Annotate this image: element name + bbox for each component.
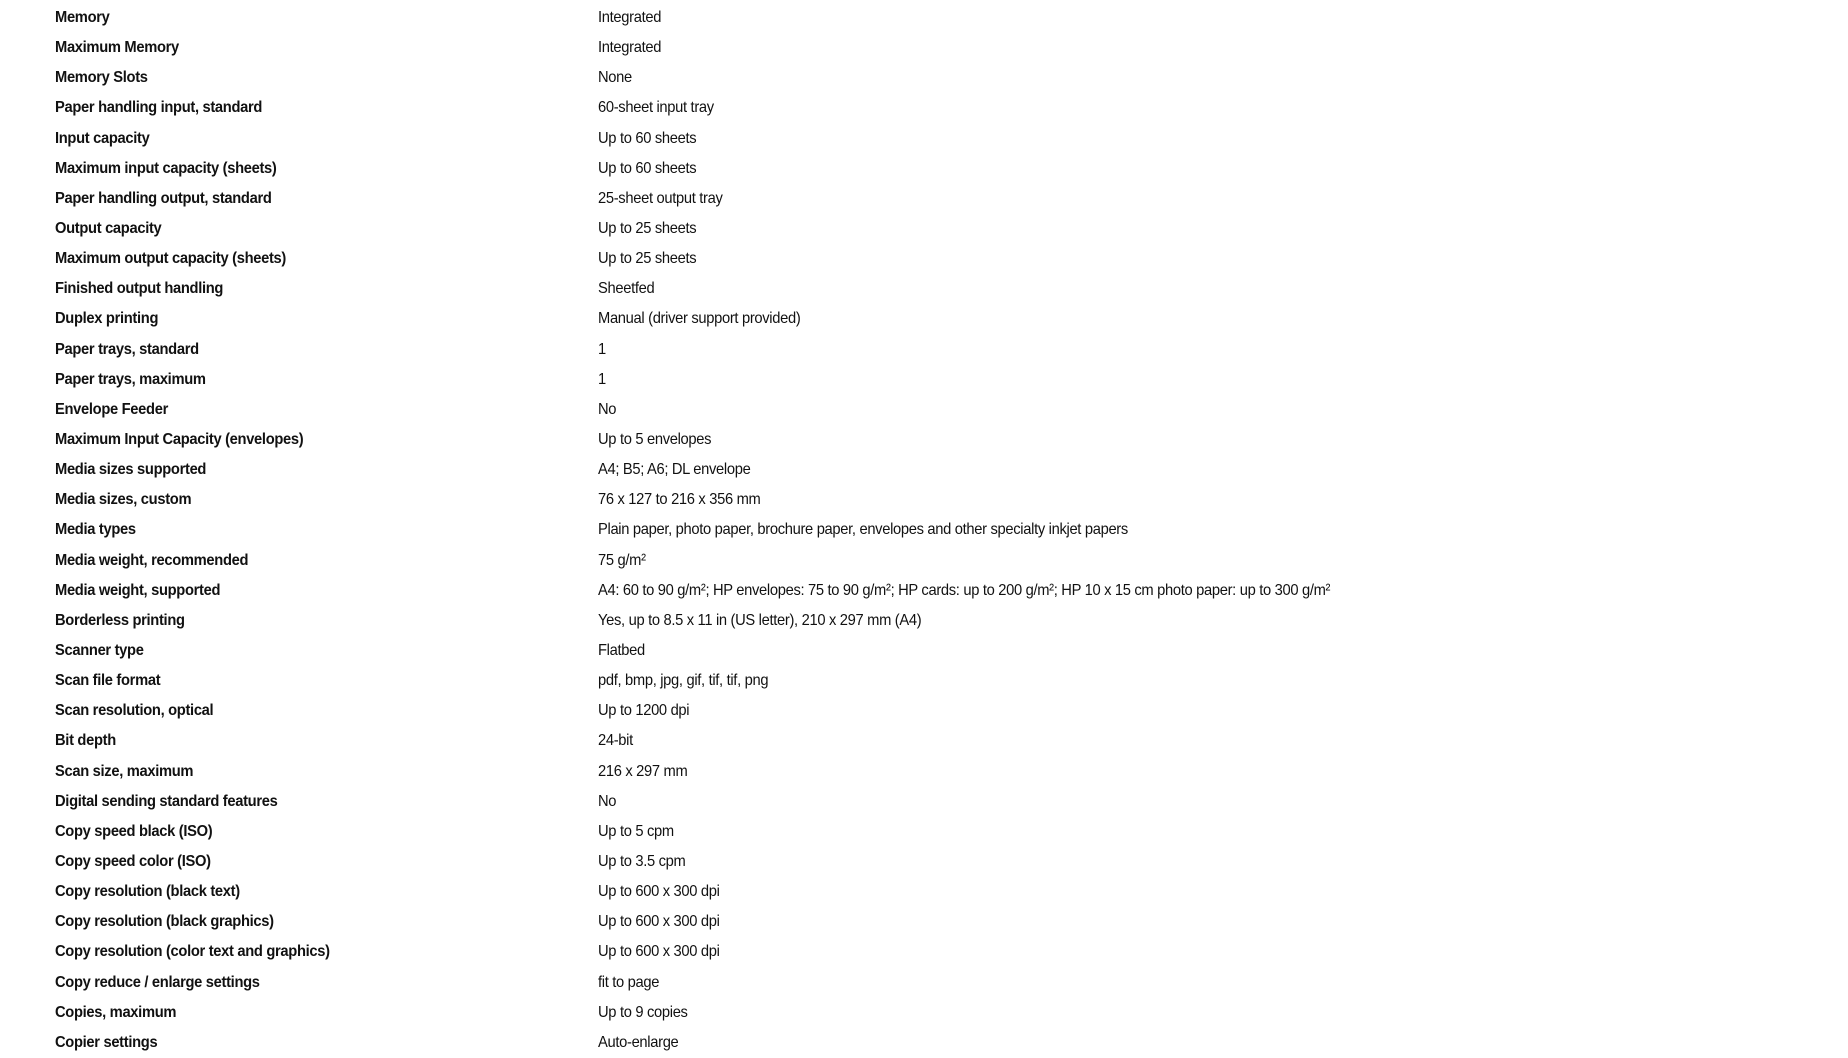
spec-label: Copy resolution (black text)	[55, 883, 240, 901]
spec-row	[55, 3, 1815, 33]
spec-row	[55, 365, 1815, 395]
spec-row	[55, 214, 1815, 244]
spec-row	[55, 274, 1815, 304]
spec-value: Up to 1200 dpi	[598, 702, 690, 720]
spec-label: Paper trays, maximum	[55, 370, 206, 388]
spec-row	[55, 63, 1815, 93]
spec-label: Paper handling input, standard	[55, 99, 263, 117]
spec-label: Copy reduce / enlarge settings	[55, 973, 260, 991]
spec-value: Sheetfed	[598, 280, 655, 298]
spec-label: Maximum output capacity (sheets)	[55, 250, 286, 268]
spec-row	[55, 787, 1815, 817]
spec-value: fit to page	[598, 973, 660, 991]
spec-value: Up to 3.5 cpm	[598, 853, 686, 870]
spec-label: Media weight, supported	[55, 581, 221, 599]
spec-row	[55, 304, 1815, 334]
spec-label: Borderless printing	[55, 611, 185, 629]
spec-value: 1	[598, 340, 606, 358]
spec-label: Envelope Feeder	[55, 400, 168, 418]
spec-row	[55, 515, 1815, 545]
spec-row	[55, 998, 1815, 1028]
spec-label: Copy resolution (black graphics)	[55, 913, 274, 931]
spec-label: Copy resolution (color text and graphics)	[55, 943, 330, 961]
spec-row	[55, 455, 1815, 485]
spec-row	[55, 817, 1815, 847]
spec-label: Input capacity	[55, 129, 150, 147]
spec-value: 25-sheet output tray	[598, 189, 723, 207]
spec-value: Up to 25 sheets	[598, 250, 697, 268]
spec-value: Up to 25 sheets	[598, 220, 697, 238]
spec-value: Up to 5 envelopes	[598, 431, 712, 449]
spec-label: Maximum Memory	[55, 39, 179, 57]
spec-label: Media sizes, custom	[55, 491, 192, 509]
spec-row	[55, 907, 1815, 937]
spec-value: Yes, up to 8.5 x 11 in (US letter), 210 x 297 mm (A4)	[598, 611, 922, 629]
spec-row	[55, 124, 1815, 154]
spec-label: Media sizes supported	[55, 461, 207, 479]
spec-value: Integrated	[598, 9, 662, 27]
spec-value: Manual (driver support provided)	[598, 310, 801, 328]
spec-row	[55, 33, 1815, 63]
spec-label: Copy speed color (ISO)	[55, 853, 211, 870]
spec-label: Scanner type	[55, 642, 144, 660]
spec-value: 75 g/m²	[598, 551, 646, 569]
spec-label: Digital sending standard features	[55, 792, 278, 810]
spec-label: Scan size, maximum	[55, 762, 194, 780]
spec-label: Bit depth	[55, 732, 116, 750]
spec-label: Scan file format	[55, 672, 161, 690]
spec-value: 60-sheet input tray	[598, 99, 714, 117]
spec-label: Copies, maximum	[55, 1003, 177, 1021]
spec-row	[55, 606, 1815, 636]
spec-value: 216 x 297 mm	[598, 762, 688, 780]
spec-value: None	[598, 69, 632, 87]
spec-row	[55, 847, 1815, 877]
spec-value: A4; B5; A6; DL envelope	[598, 461, 751, 479]
spec-value: pdf, bmp, jpg, gif, tif, tif, png	[598, 672, 769, 690]
spec-value: No	[598, 792, 617, 810]
spec-row	[55, 937, 1815, 967]
spec-label: Output capacity	[55, 220, 162, 238]
spec-row	[55, 154, 1815, 184]
spec-row	[55, 666, 1815, 696]
spec-row	[55, 696, 1815, 726]
spec-value: Plain paper, photo paper, brochure paper, envelopes and other specialty inkjet papers	[598, 521, 1128, 539]
spec-value: Auto-enlarge	[598, 1033, 679, 1051]
spec-value: Up to 600 x 300 dpi	[598, 883, 720, 901]
spec-row	[55, 395, 1815, 425]
spec-value: No	[598, 400, 617, 418]
spec-label: Finished output handling	[55, 280, 224, 298]
spec-row	[55, 425, 1815, 455]
spec-row	[55, 244, 1815, 274]
spec-label: Copy speed black (ISO)	[55, 822, 213, 840]
spec-label: Memory Slots	[55, 69, 148, 87]
spec-value: Up to 60 sheets	[598, 159, 697, 177]
spec-label: Media types	[55, 521, 136, 539]
spec-label: Paper handling output, standard	[55, 189, 272, 207]
spec-row	[55, 726, 1815, 756]
spec-table	[55, 3, 1815, 1058]
spec-label: Memory	[55, 9, 110, 27]
spec-row	[55, 93, 1815, 123]
spec-row	[55, 546, 1815, 576]
spec-value: A4: 60 to 90 g/m²; HP envelopes: 75 to 90 g/m²; HP cards: up to 200 g/m²; HP 10 x 15 cm photo paper: up to 300 g/m²	[598, 581, 1331, 599]
spec-row	[55, 335, 1815, 365]
spec-row	[55, 485, 1815, 515]
spec-row	[55, 968, 1815, 998]
spec-row	[55, 877, 1815, 907]
spec-row	[55, 184, 1815, 214]
spec-label: Duplex printing	[55, 310, 159, 328]
spec-value: 1	[598, 370, 606, 388]
spec-value: Up to 60 sheets	[598, 129, 697, 147]
spec-value: Integrated	[598, 39, 662, 57]
spec-value: 24-bit	[598, 732, 633, 750]
spec-value: Up to 600 x 300 dpi	[598, 943, 720, 961]
spec-label: Paper trays, standard	[55, 340, 199, 358]
spec-value: Flatbed	[598, 642, 645, 660]
spec-row	[55, 1028, 1815, 1058]
spec-row	[55, 576, 1815, 606]
spec-row	[55, 757, 1815, 787]
spec-label: Media weight, recommended	[55, 551, 249, 569]
spec-value: Up to 600 x 300 dpi	[598, 913, 720, 931]
spec-value: Up to 5 cpm	[598, 822, 674, 840]
spec-label: Maximum input capacity (sheets)	[55, 159, 277, 177]
spec-label: Copier settings	[55, 1033, 158, 1051]
spec-label: Scan resolution, optical	[55, 702, 214, 720]
spec-value: 76 x 127 to 216 x 356 mm	[598, 491, 761, 509]
spec-value: Up to 9 copies	[598, 1003, 688, 1021]
spec-label: Maximum Input Capacity (envelopes)	[55, 431, 304, 449]
spec-row	[55, 636, 1815, 666]
